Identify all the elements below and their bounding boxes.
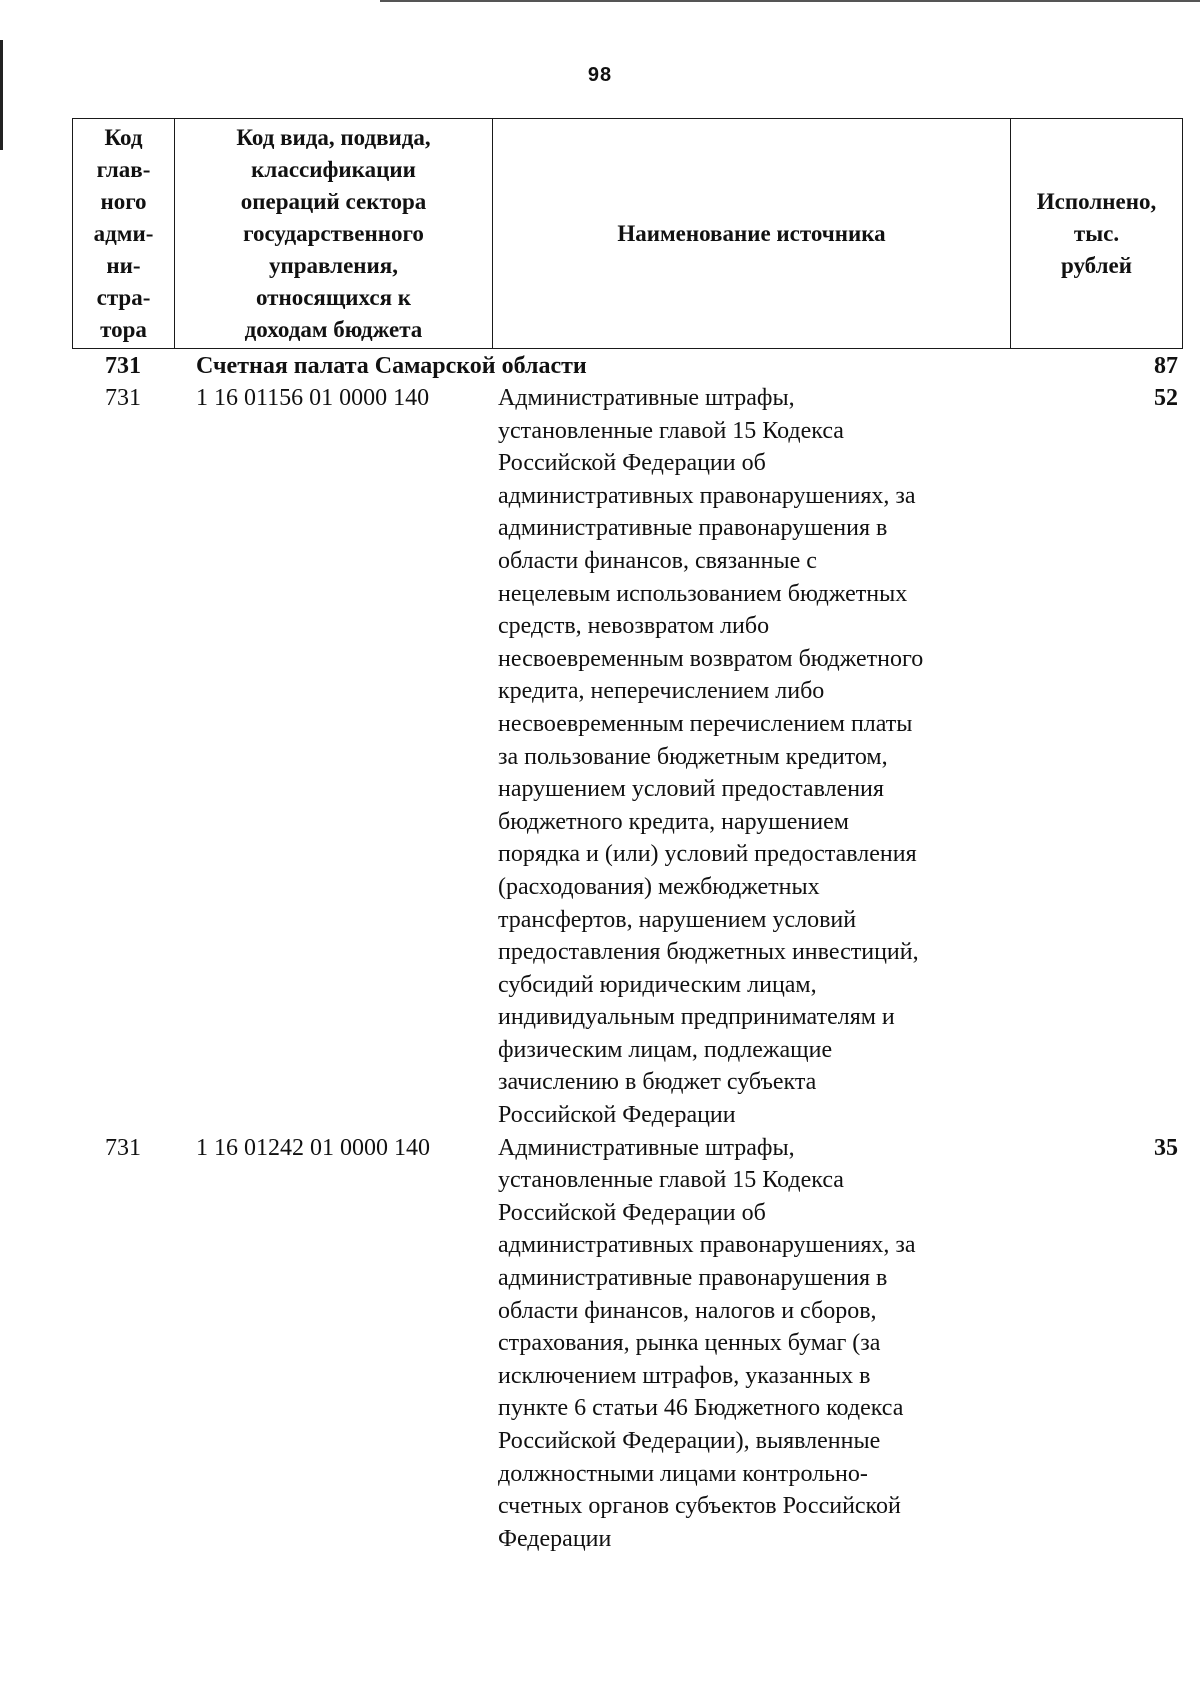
source-name-line: предоставления бюджетных инвестиций, [498,939,919,966]
source-name-line: нарушением условий предоставления [498,776,884,803]
data-rows [72,382,1182,1555]
source-name-line: страхования, рынка ценных бумаг (за [498,1330,881,1357]
source-name-line: административные правонарушения в [498,1265,888,1292]
source-name-line: Российской Федерации об [498,450,766,477]
source-name-line: установленные главой 15 Кодекса [498,1167,844,1194]
header-admin-code: Код глав- ного адми- ни- стра- тора [73,119,175,349]
source-name-line: Федерации [498,1525,612,1552]
source-name-line: зачислению в бюджет субъекта [498,1069,817,1096]
source-name-line: Российской Федерации), выявленные [498,1428,881,1454]
source-name-line: (расходования) межбюджетных [498,873,820,900]
scan-edge [380,0,1200,2]
source-name-line: пункте 6 статьи 46 Бюджетного кодекса [498,1395,904,1422]
source-name-line: области финансов, налогов и сборов, [498,1297,877,1324]
admin-code-cell: 731 [105,385,141,411]
source-name-line: средств, невозвратом либо [498,613,770,640]
source-name-line: административных правонарушениях, за [498,482,916,509]
source-name-line: порядка и (или) условий предоставления [498,841,917,868]
source-name-line: Административные штрафы, [498,1134,795,1161]
header-classification-code: Код вида, подвида, классификации операций сектора государственного управления, относящихся к доходам бюджета [175,119,493,349]
page-number: 98 [587,64,613,86]
source-name-line: несвоевременным возвратом бюджетного [498,645,924,672]
source-name-line: за пользование бюджетным кредитом, [498,743,888,770]
source-name-line: исключением штрафов, указанных в [498,1362,871,1389]
table-body [72,350,1182,1555]
source-name-line: физическим лицам, подлежащие [498,1036,833,1063]
source-name-cell [492,1132,1010,1556]
source-name-line: Российской Федерации [498,1102,736,1129]
executed-amount-cell: 52 [1154,385,1178,411]
source-name-line: индивидуальным предпринимателям и [498,1004,895,1031]
source-name-line: Административные штрафы, [498,385,795,411]
table-header [72,118,1183,349]
table-row [72,1132,1182,1556]
source-name-line: счетных органов субъектов Российской [498,1493,901,1520]
source-name-line: субсидий юридическим лицам, [498,971,817,998]
header-executed-amount: Исполнено, тыс. рублей [1011,119,1183,349]
source-name-line: должностными лицами контрольно- [498,1460,868,1487]
source-name-line: установленные главой 15 Кодекса [498,417,844,444]
source-name-line: трансфертов, нарушением условий [498,906,857,933]
table-row [72,382,1182,1132]
executed-amount-cell: 35 [1154,1134,1178,1161]
source-name-line: административные правонарушения в [498,515,888,542]
source-name-line: административных правонарушениях, за [498,1232,916,1259]
group-row [72,350,1182,382]
group-sum: 87 [1154,353,1178,379]
source-name-line: кредита, неперечислением либо [498,678,825,705]
group-admin-code: 731 [105,353,141,379]
source-name-line: несвоевременным перечислением платы [498,710,913,737]
group-title: Счетная палата Самарской области [196,353,587,379]
source-name-line: нецелевым использованием бюджетных [498,580,908,607]
source-name-line: бюджетного кредита, нарушением [498,808,849,835]
source-name-cell [492,382,1010,1132]
source-name-line: области финансов, связанные с [498,547,817,574]
source-name-line: Российской Федерации об [498,1199,766,1226]
admin-code-cell: 731 [105,1134,141,1161]
classification-code-cell: 1 16 01242 01 0000 140 [196,1134,430,1161]
classification-code-cell: 1 16 01156 01 0000 140 [196,385,430,411]
scan-edge [0,40,3,150]
header-source-name: Наименование источника [493,119,1011,349]
